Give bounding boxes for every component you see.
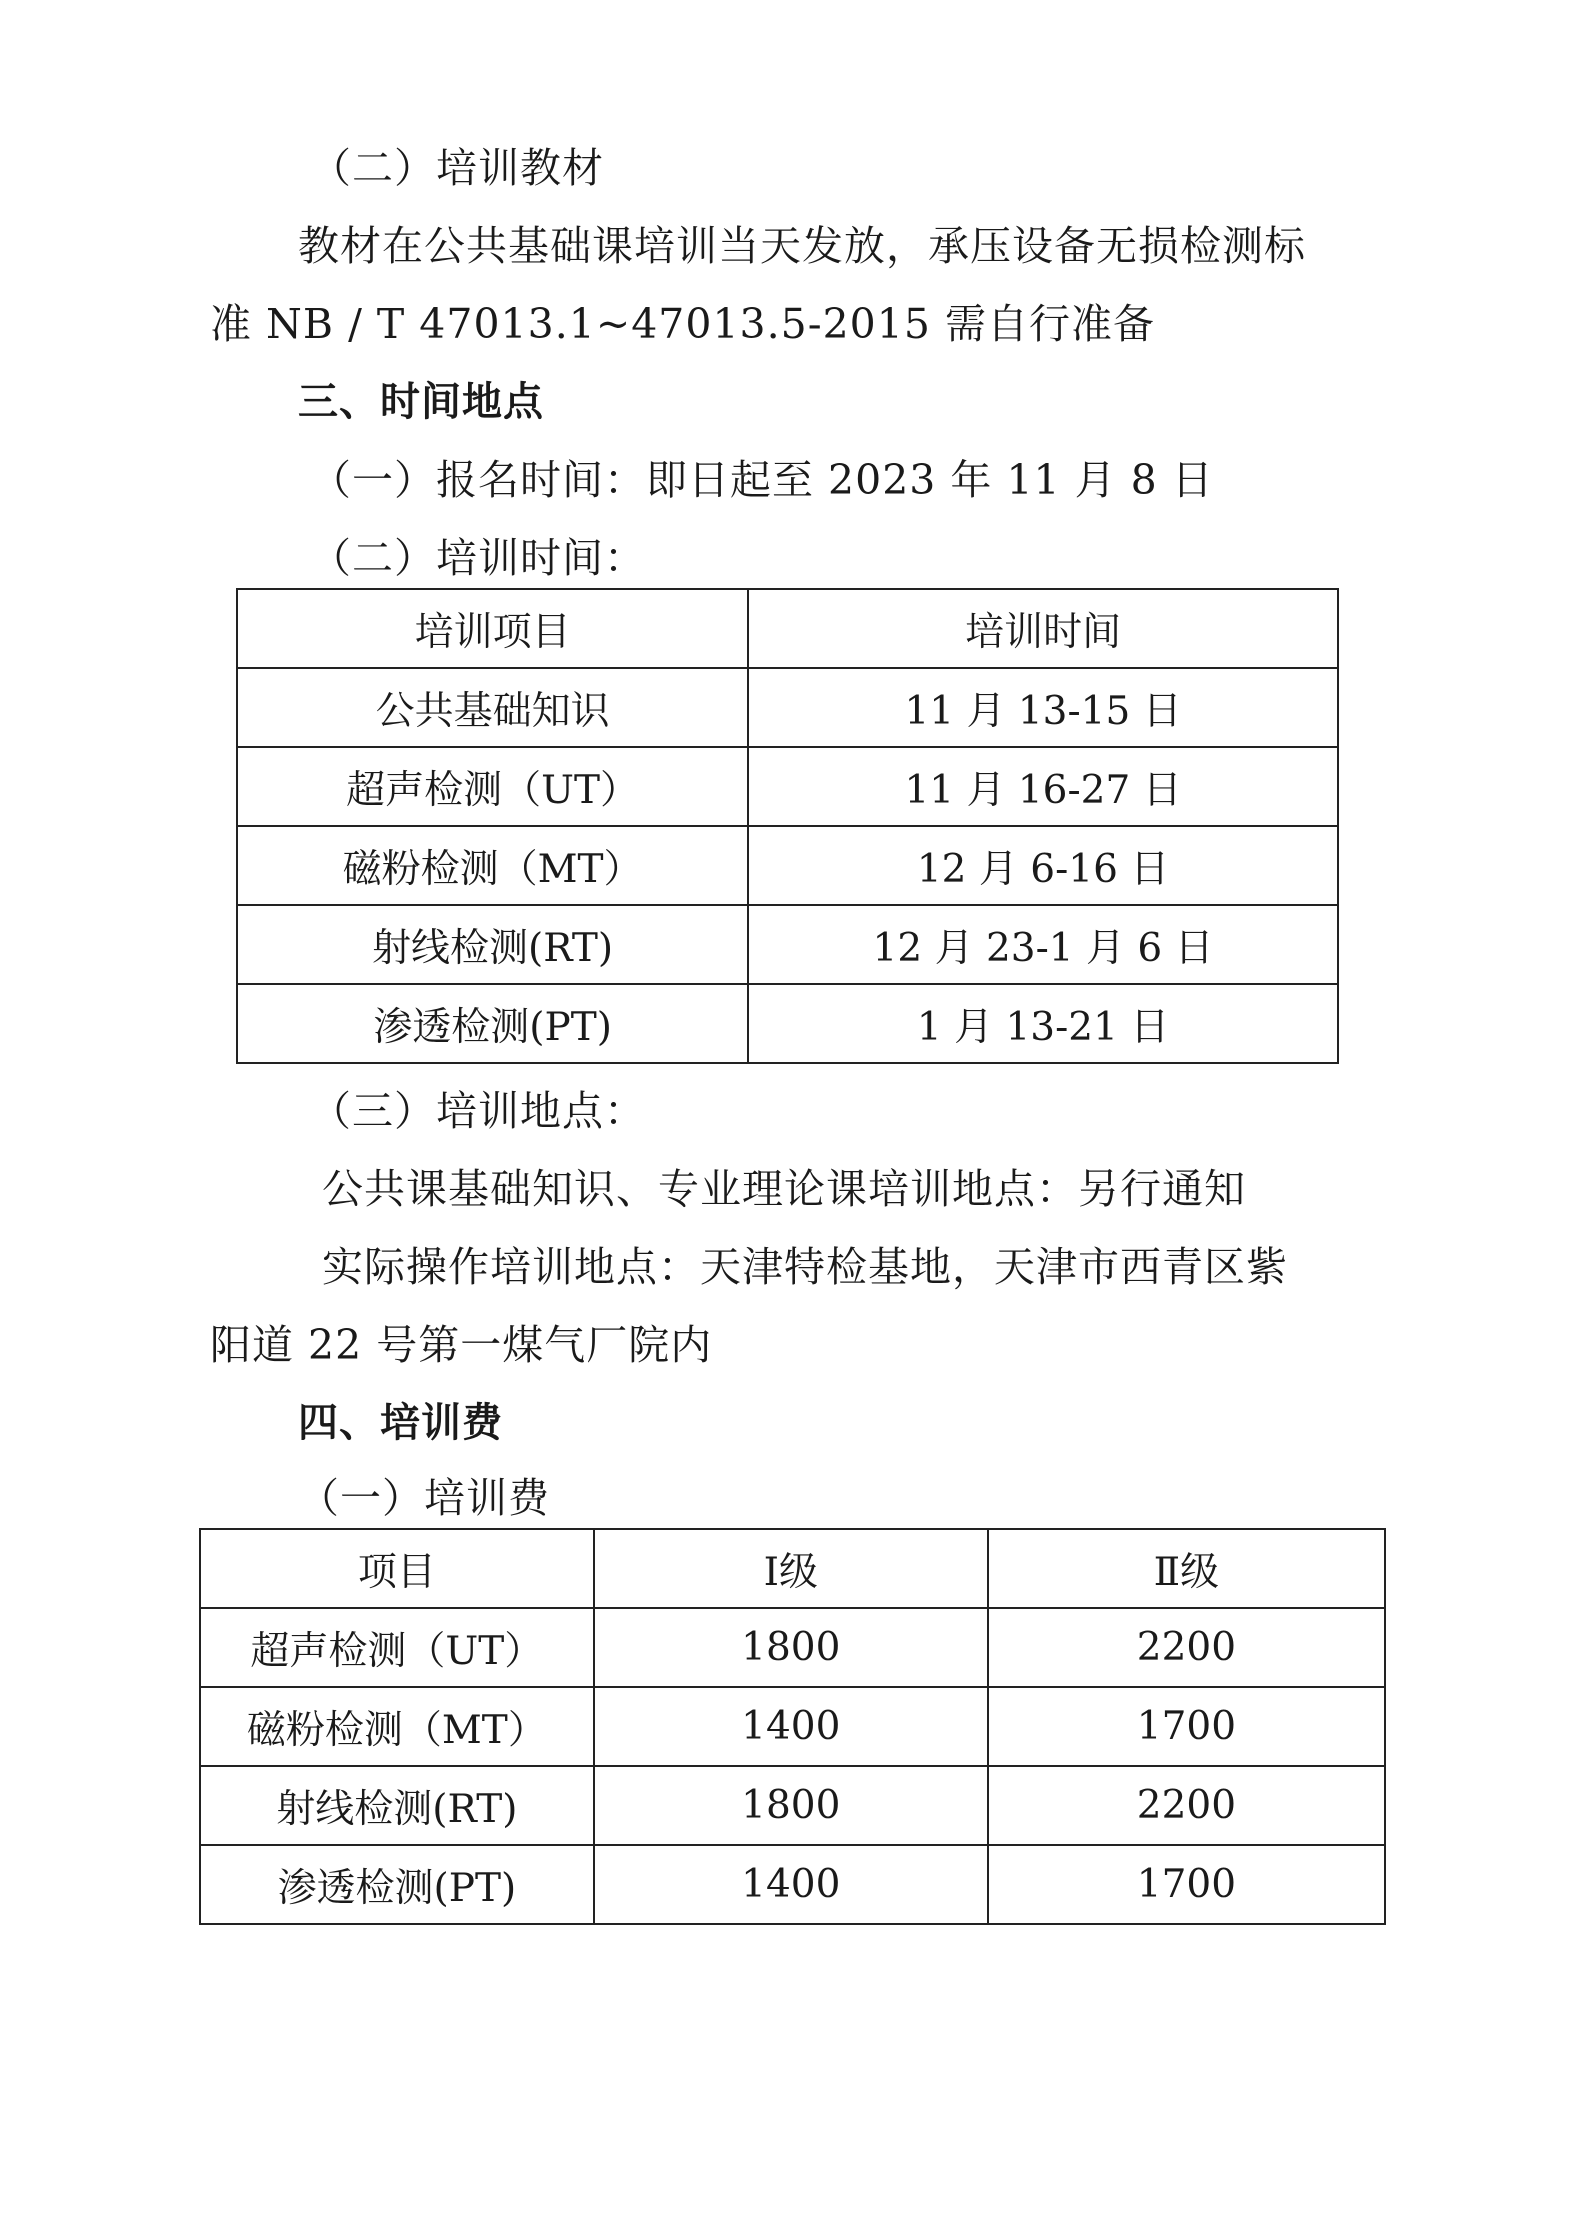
fee-level-1: 1400 — [594, 1845, 988, 1924]
materials-text-line-1: 教材在公共基础课培训当天发放，承压设备无损检测标 — [298, 222, 1306, 270]
table-row — [200, 1608, 1385, 1687]
fee-item: 渗透检测(PT) — [200, 1845, 594, 1924]
schedule-time: 12 月 6-16 日 — [748, 826, 1338, 905]
schedule-item: 渗透检测(PT) — [237, 984, 748, 1063]
schedule-item: 磁粉检测（MT） — [237, 826, 748, 905]
table-row — [200, 1687, 1385, 1766]
fee-level-2: 2200 — [988, 1766, 1385, 1845]
fee-level-1: 1400 — [594, 1687, 988, 1766]
section-three-heading: 三、时间地点 — [298, 379, 544, 425]
section-four-heading: 四、培训费 — [298, 1400, 503, 1446]
table-row — [237, 826, 1338, 905]
fee-level-2: 1700 — [988, 1687, 1385, 1766]
fee-heading: （一）培训费 — [298, 1474, 550, 1522]
schedule-header-time: 培训时间 — [748, 589, 1338, 668]
fee-item: 磁粉检测（MT） — [200, 1687, 594, 1766]
schedule-time: 11 月 16-27 日 — [748, 747, 1338, 826]
schedule-item: 射线检测(RT) — [237, 905, 748, 984]
fee-table — [199, 1528, 1386, 1925]
schedule-time: 11 月 13-15 日 — [748, 668, 1338, 747]
schedule-item: 超声检测（UT） — [237, 747, 748, 826]
schedule-time: 12 月 23-1 月 6 日 — [748, 905, 1338, 984]
schedule-time: 1 月 13-21 日 — [748, 984, 1338, 1063]
table-row — [200, 1766, 1385, 1845]
table-row — [237, 984, 1338, 1063]
table-row — [200, 1845, 1385, 1924]
schedule-header-row — [237, 589, 1338, 668]
materials-text-line-2: 准 NB / T 47013.1~47013.5-2015 需自行准备 — [210, 300, 1155, 348]
schedule-item: 公共基础知识 — [237, 668, 748, 747]
fee-level-1: 1800 — [594, 1608, 988, 1687]
fee-level-2: 2200 — [988, 1608, 1385, 1687]
fee-level-2: 1700 — [988, 1845, 1385, 1924]
table-row — [237, 905, 1338, 984]
location-text-line-3: 阳道 22 号第一煤气厂院内 — [210, 1321, 713, 1369]
fee-header-item: 项目 — [200, 1529, 594, 1608]
materials-heading: （二）培训教材 — [310, 144, 604, 192]
schedule-table — [236, 588, 1339, 1064]
training-location-heading: （三）培训地点： — [310, 1087, 646, 1135]
location-text-line-2: 实际操作培训地点：天津特检基地，天津市西青区紫 — [322, 1243, 1288, 1291]
schedule-header-item: 培训项目 — [237, 589, 748, 668]
fee-header-level-1: Ⅰ级 — [594, 1529, 988, 1608]
registration-time: （一）报名时间：即日起至 2023 年 11 月 8 日 — [310, 456, 1214, 504]
table-row — [237, 668, 1338, 747]
location-text-line-1: 公共课基础知识、专业理论课培训地点：另行通知 — [322, 1165, 1246, 1213]
fee-level-1: 1800 — [594, 1766, 988, 1845]
training-time-heading: （二）培训时间： — [310, 534, 646, 582]
table-row — [237, 747, 1338, 826]
fee-header-level-2: Ⅱ级 — [988, 1529, 1385, 1608]
fee-item: 射线检测(RT) — [200, 1766, 594, 1845]
fee-item: 超声检测（UT） — [200, 1608, 594, 1687]
fee-header-row — [200, 1529, 1385, 1608]
